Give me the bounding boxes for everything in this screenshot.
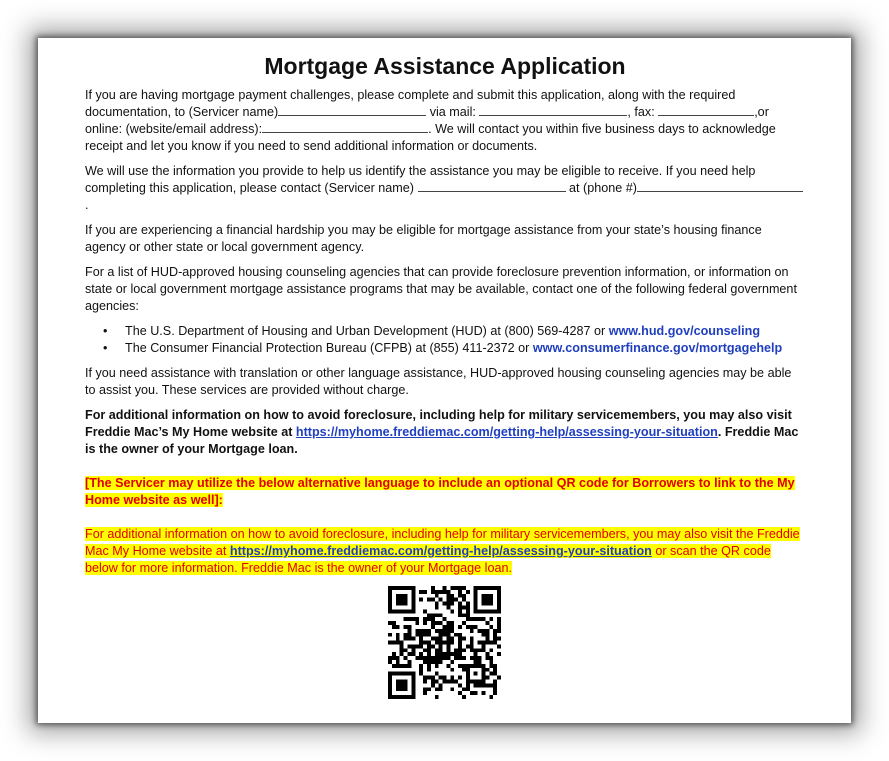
agency-list	[85, 323, 805, 357]
hud-link[interactable]: www.hud.gov/counseling	[608, 324, 761, 338]
page-title: Mortgage Assistance Application	[264, 53, 626, 79]
list-item: • The Consumer Financial Protection Bureau (CFPB) at (855) 411-2372 or www.consumerfinance.gov/mortgagehelp	[85, 340, 805, 357]
translation-paragraph: If you need assistance with translation or other language assistance, HUD-approved housing counseling agencies may be able to assist you. These services are provided without charge.	[85, 366, 792, 397]
phone-blank	[637, 180, 803, 192]
freddie-mac-paragraph: For additional information on how to avoid foreclosure, including help for military servicemembers, you may also visit Freddie Mac’s My Home website at https://myhome.freddiemac.com/getting-help/assessing-your-situation. Freddie Mac is the owner of your Mortgage loan.	[85, 408, 799, 456]
my-home-link[interactable]: https://myhome.freddiemac.com/getting-help/assessing-your-situation	[295, 425, 718, 439]
document-content	[85, 50, 805, 577]
my-home-qr-link[interactable]: https://myhome.freddiemac.com/getting-help/assessing-your-situation	[229, 544, 652, 558]
hardship-paragraph: If you are experiencing a financial hardship you may be eligible for mortgage assistance from your state’s housing finance agency or other state or local government agency.	[85, 223, 762, 254]
qr-code-icon[interactable]	[388, 586, 501, 699]
contact-name-blank	[418, 180, 566, 192]
servicer-name-blank	[278, 104, 426, 116]
fax-blank	[658, 104, 754, 116]
list-item: • The U.S. Department of Housing and Urban Development (HUD) at (800) 569-4287 or www.hud.gov/counseling	[85, 323, 805, 340]
help-paragraph: We will use the information you provide to help us identify the assistance you may be eligible to receive. If you need help completing this application, please contact (Servicer name) at (phone #).	[85, 163, 805, 214]
counseling-paragraph: For a list of HUD-approved housing counseling agencies that can provide foreclosure prevention information, or information on state or local government mortgage assistance programs that may be available, contact one of the following federal government agencies:	[85, 265, 797, 313]
servicer-note: [The Servicer may utilize the below alternative language to include an optional QR code for Borrowers to link to the My Home website as well]:	[85, 476, 795, 507]
document-page	[38, 38, 851, 723]
mail-blank	[479, 104, 627, 116]
cfpb-link[interactable]: www.consumerfinance.gov/mortgagehelp	[532, 341, 783, 355]
intro-paragraph: If you are having mortgage payment challenges, please complete and submit this application, along with the required documentation, to (Servicer name) via mail: , fax: ,or online: (website/email address): . We will contact you within five business days to acknowledge receipt and let you know if you need to send additional information or documents.	[85, 88, 776, 153]
qr-code-graphic	[388, 586, 501, 699]
qr-paragraph: For additional information on how to avoid foreclosure, including help for military servicemembers, you may also visit the Freddie Mac My Home website at https://myhome.freddiemac.com/getting-help/assessing-your-situation or scan the QR code below for more information. Freddie Mac is the owner of your Mortgage loan.	[85, 527, 800, 575]
website-blank	[262, 121, 428, 133]
